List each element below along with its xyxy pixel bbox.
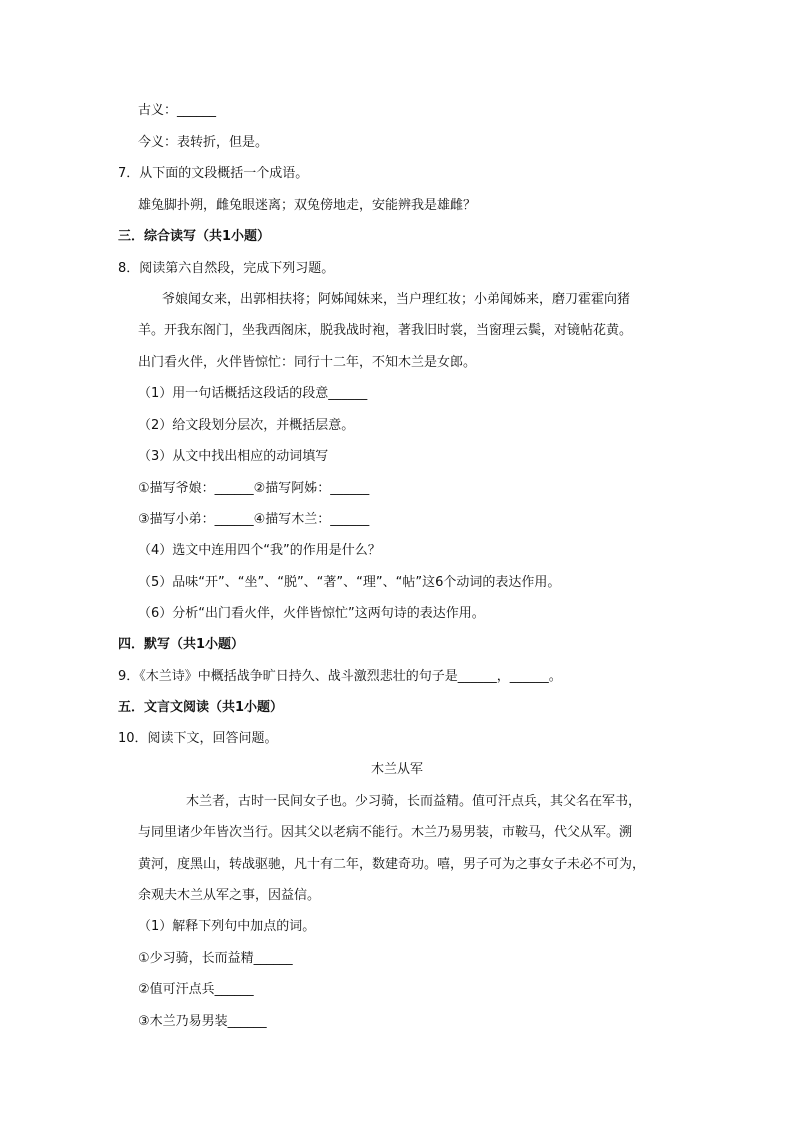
passage-title: 木兰从军: [370, 762, 423, 777]
section-heading-3: 三．综合读写（共1小题）: [118, 229, 271, 244]
question-7: 7．从下面的文段概括一个成语。: [118, 166, 309, 181]
passage-line: 余观夫木兰从军之事，因益信。: [138, 888, 321, 903]
sub-question: （1）用一句话概括这段话的段意______: [138, 386, 368, 401]
sub-question: （4）选文中连用四个“我”的作用是什么？: [138, 543, 381, 558]
passage-line: 木兰者，古时一民间女子也。少习骑，长而益精。值可汗点兵，其父名在军书，: [186, 794, 642, 809]
sub-question-item: ③木兰乃易男装______: [138, 1014, 267, 1029]
section-heading-5: 五．文言文阅读（共1小题）: [118, 700, 284, 715]
question-7-passage: 雄兔脚扑朔，雌兔眼迷离；双兔傍地走，安能辨我是雄雌？: [138, 198, 477, 213]
sub-question: （6）分析“出门看火伴，火伴皆惊忙”这两句诗的表达作用。: [138, 606, 485, 621]
text-line-gu-yi: 古义：______: [138, 103, 217, 118]
passage-line: 出门看火伴，火伴皆惊忙：同行十二年，不知木兰是女郎。: [138, 355, 477, 370]
sub-question-item: ①描写爷娘：______②描写阿姊：______: [138, 481, 370, 496]
sub-question: （5）品味“开”、“坐”、“脱”、“著”、“理”、“帖”这6个动词的表达作用。: [138, 575, 561, 590]
passage-line: 爷娘闻女来，出郭相扶将；阿姊闻妹来，当户理红妆；小弟闻姊来，磨刀霍霍向猪: [162, 292, 631, 307]
sub-question: （3）从文中找出相应的动词填写: [138, 449, 329, 464]
sub-question: （1）解释下列句中加点的词。: [138, 919, 316, 934]
question-9: 9．《木兰诗》中概括战争旷日持久、战斗激烈悲壮的句子是______，______。: [118, 669, 562, 684]
text-line-jin-yi: 今义：表转折，但是。: [138, 135, 269, 150]
passage-line: 与同里诸少年皆次当行。因其父以老病不能行。木兰乃易男装，市鞍马，代父从军。溯: [138, 825, 633, 840]
passage-line: 羊。开我东阁门，坐我西阁床，脱我战时袍，著我旧时裳，当窗理云鬓，对镜帖花黄。: [138, 323, 633, 338]
sub-question-item: ①少习骑，长而益精______: [138, 951, 293, 966]
sub-question-item: ③描写小弟：______④描写木兰：______: [138, 512, 370, 527]
passage-line: 黄河，度黑山，转战驱驰，凡十有二年，数建奇功。嘻，男子可为之事女子未必不可为，: [138, 857, 646, 872]
sub-question-item: ②值可汗点兵______: [138, 982, 254, 997]
section-heading-4: 四．默写（共1小题）: [118, 637, 245, 652]
question-10: 10．阅读下文，回答问题。: [118, 731, 278, 746]
question-8: 8．阅读第六自然段，完成下列习题。: [118, 261, 335, 276]
sub-question: （2）给文段划分层次，并概括层意。: [138, 418, 355, 433]
